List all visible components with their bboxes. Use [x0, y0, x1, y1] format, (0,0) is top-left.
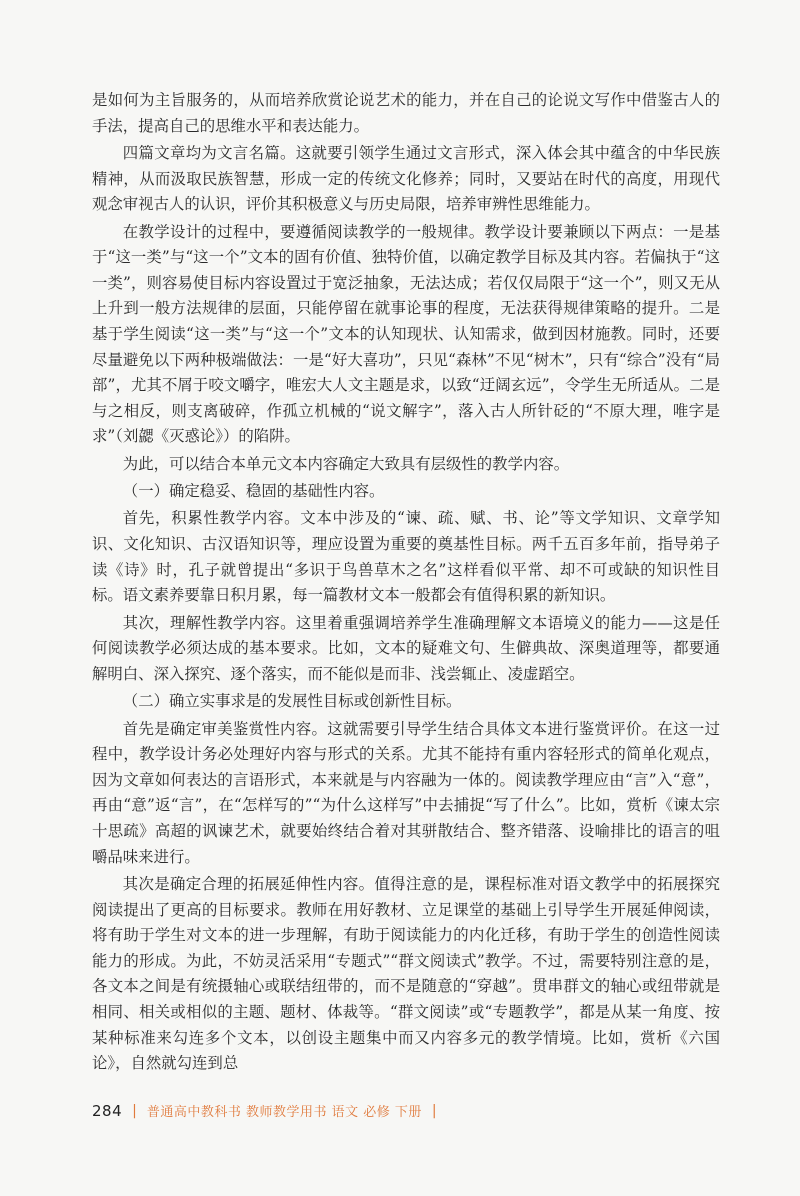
footer-separator: |	[132, 1102, 137, 1119]
book-title: 普通高中教科书 教师教学用书 语文 必修 下册	[146, 1105, 422, 1120]
section-heading-2: （二）确立实事求是的发展性目标或创新性目标。	[122, 692, 462, 711]
paragraph: 为此，可以结合本单元文本内容确定大致具有层级性的教学内容。	[122, 454, 570, 473]
paragraph: 在教学设计的过程中，要遵循阅读教学的一般规律。教学设计要兼顾以下两点：一是基于“这一类”与“这一个”文本的固有价值、独特价值，以确定教学目标及其内容。若偏执于“这一类”，则容易使目标内容设置过于宽泛抽象，无法达成；若仅仅局限于“这一个”，则又无从上升到一般方法规律的层面，只能停留在就事论事的程度，无法获得规律策略的提升。二是基于学生阅读“这一类”与“这一个”文本的认知现状、认知需求，做到因材施教。同时，还要尽量避免以下两种极端做法：一是“好大喜功”，只见“森林”不见“树木”，只有“综合”没有“局部”，尤其不屑于咬文嚼字，唯宏大人文主题是求，以致“迂阔玄远”，令学生无所适从。二是与之相反，则支离破碎，作孤立机械的“说文解字”，落入古人所针砭的“不原大理，唯字是求”（刘勰《灭惑论》）的陷阱。	[92, 222, 720, 446]
paragraph: 首先，积累性教学内容。文本中涉及的“谏、疏、赋、书、论”等文学知识、文章学知识、文化知识、古汉语知识等，理应设置为重要的奠基性目标。两千五百多年前，指导弟子读《诗》时，孔子就曾提出“多识于鸟兽草木之名”这样看似平常、却不可或缺的知识性目标。语文素养要靠日积月累，每一篇教材文本一般都会有值得积累的新知识。	[92, 509, 720, 605]
paragraph: 四篇文章均为文言名篇。这就要引领学生通过文言形式，深入体会其中蕴含的中华民族精神，从而汲取民族智慧，形成一定的传统文化修养；同时，又要站在时代的高度，用现代观念审视古人的认识，评价其积极意义与历史局限，培养审辨性思维能力。	[92, 143, 720, 214]
page-number: 284	[92, 1101, 123, 1120]
paragraph-continuation: 是如何为主旨服务的，从而培养欣赏论说艺术的能力，并在自己的论说文写作中借鉴古人的手法，提高自己的思维水平和表达能力。	[92, 91, 720, 135]
paragraph: 其次，理解性教学内容。这里着重强调培养学生准确理解文本语境义的能力——这是任何阅读教学必须达成的基本要求。比如，文本的疑难文句、生僻典故、深奥道理等，都要通解明白、深入探究、逐个落实，而不能似是而非、浅尝辄止、凌虚蹈空。	[92, 613, 720, 683]
section-heading-1: （一）确定稳妥、稳固的基础性内容。	[122, 482, 385, 501]
paragraph: 其次是确定合理的拓展延伸性内容。值得注意的是，课程标准对语文教学中的拓展探究阅读提出了更高的目标要求。教师在用好教材、立足课堂的基础上引导学生开展延伸阅读，将有助于学生对文本的进一步理解，有助于阅读能力的内化迁移，有助于学生的创造性阅读能力的形成。为此，不妨灵活采用“专题式”“群文阅读式”教学。不过，需要特别注意的是，各文本之间是有统摄轴心或联结纽带的，而不是随意的“穿越”。贯串群文的轴心或纽带就是相同、相关或相似的主题、题材、体裁等。“群文阅读”或“专题教学”，都是从某一角度、按某种标准来勾连多个文本，以创设主题集中而又内容多元的教学情境。比如，赏析《六国论》，自然就勾连到总	[92, 874, 720, 1073]
paragraph: 首先是确定审美鉴赏性内容。这就需要引导学生结合具体文本进行鉴赏评价。在这一过程中，教学设计务必处理好内容与形式的关系。尤其不能持有重内容轻形式的简单化观点，因为文章如何表达的言语形式，本来就是与内容融为一体的。阅读教学理应由“言”入“意”，再由“意”返“言”，在“怎样写的”“为什么这样写”中去捕捉“写了什么”。比如，赏析《谏太宗十思疏》高超的讽谏艺术，就要始终结合着对其骈散结合、整齐错落、设喻排比的语言的咀嚼品味来进行。	[92, 719, 720, 866]
footer-separator-end: |	[431, 1102, 437, 1119]
page-body	[92, 88, 720, 1079]
page-footer	[92, 1101, 437, 1120]
